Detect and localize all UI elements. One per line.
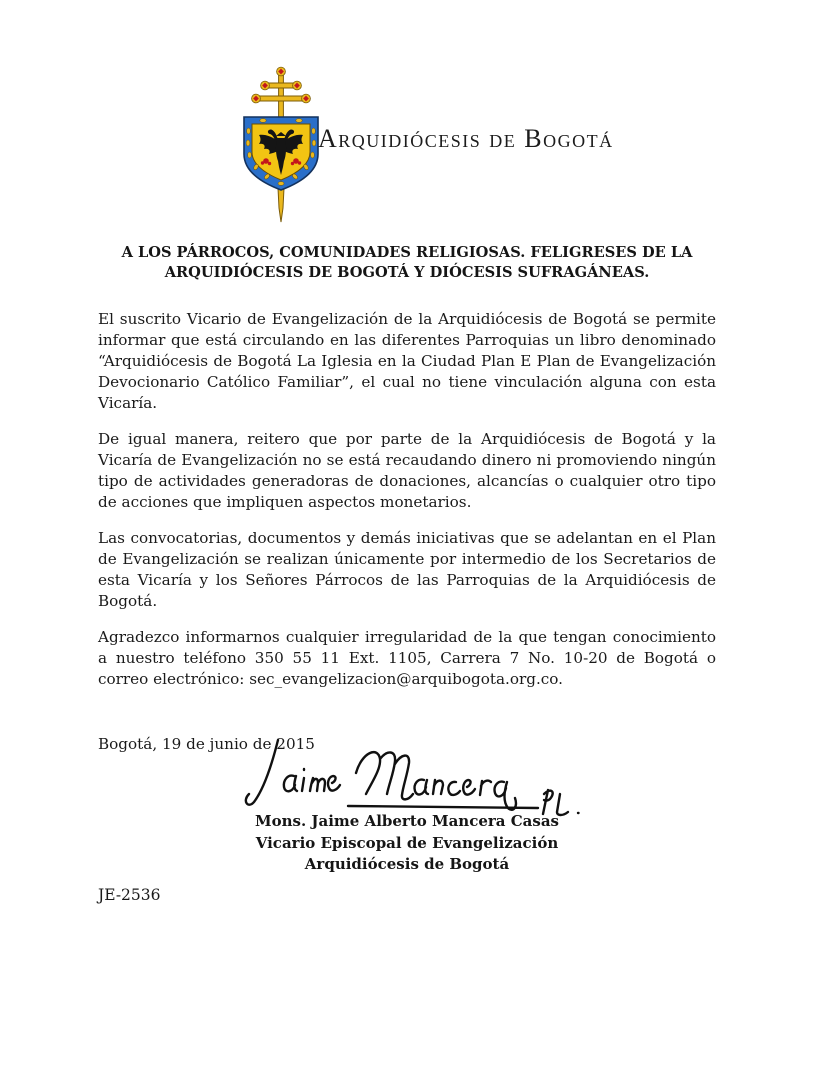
letter-paragraph-4: Agradezco informarnos cualquier irregularidad de la que tengan conocimiento a nuestro teléfono 350 55 11 Ext. 1105, Carrera 7 No. 10-20 de Bogotá o correo electrónico: sec_evangelizacion@arquibogota.org.co. [98,628,716,688]
signer-name: Mons. Jaime Alberto Mancera Casas [255,812,559,830]
signature-block [98,811,716,876]
date-line: Bogotá, 19 de junio de 2015 [98,735,315,753]
letter-heading-line-2: ARQUIDIÓCESIS DE BOGOTÁ Y DIÓCESIS SUFRAGÁNEAS. [164,264,650,281]
handwritten-signature-icon [238,726,583,818]
letter-body [98,309,716,770]
letter-heading-line-1: A LOS PÁRROCOS, COMUNIDADES RELIGIOSAS. FELIGRESES DE LA [121,244,693,261]
letter-paragraph-2: De igual manera, reitero que por parte de la Arquidiócesis de Bogotá y la Vicaría de Evangelización no se está recaudando dinero ni promoviendo ningún tipo de actividades generadoras de donaciones, alcancías o cualquier otro tipo de acciones que impliquen aspectos monetarios. [98,430,716,511]
archdiocese-coat-of-arms-icon [236,62,326,232]
signer-org: Arquidiócesis de Bogotá [304,855,510,873]
letter-heading [98,243,716,283]
org-wordmark: Arquidiócesis de Bogotá [318,124,614,153]
letter-paragraph-1: El suscrito Vicario de Evangelización de la Arquidiócesis de Bogotá se permite informar que está circulando en las diferentes Parroquias un libro denominado “Arquidiócesis de Bogotá La Iglesia en la Ciudad Plan E Plan de Evangelización Devocionario Católico Familiar”, el cual no tiene vinculación alguna con esta Vicaría. [98,310,716,412]
reference-code: JE-2536 [98,886,161,904]
letter-paragraph-3: Las convocatorias, documentos y demás iniciativas que se adelantan en el Plan de Evangelización se realizan únicamente por intermedio de los Secretarios de esta Vicaría y los Señores Párrocos de las Parroquias de la Arquidiócesis de Bogotá. [98,529,716,610]
signer-title: Vicario Episcopal de Evangelización [255,833,559,852]
